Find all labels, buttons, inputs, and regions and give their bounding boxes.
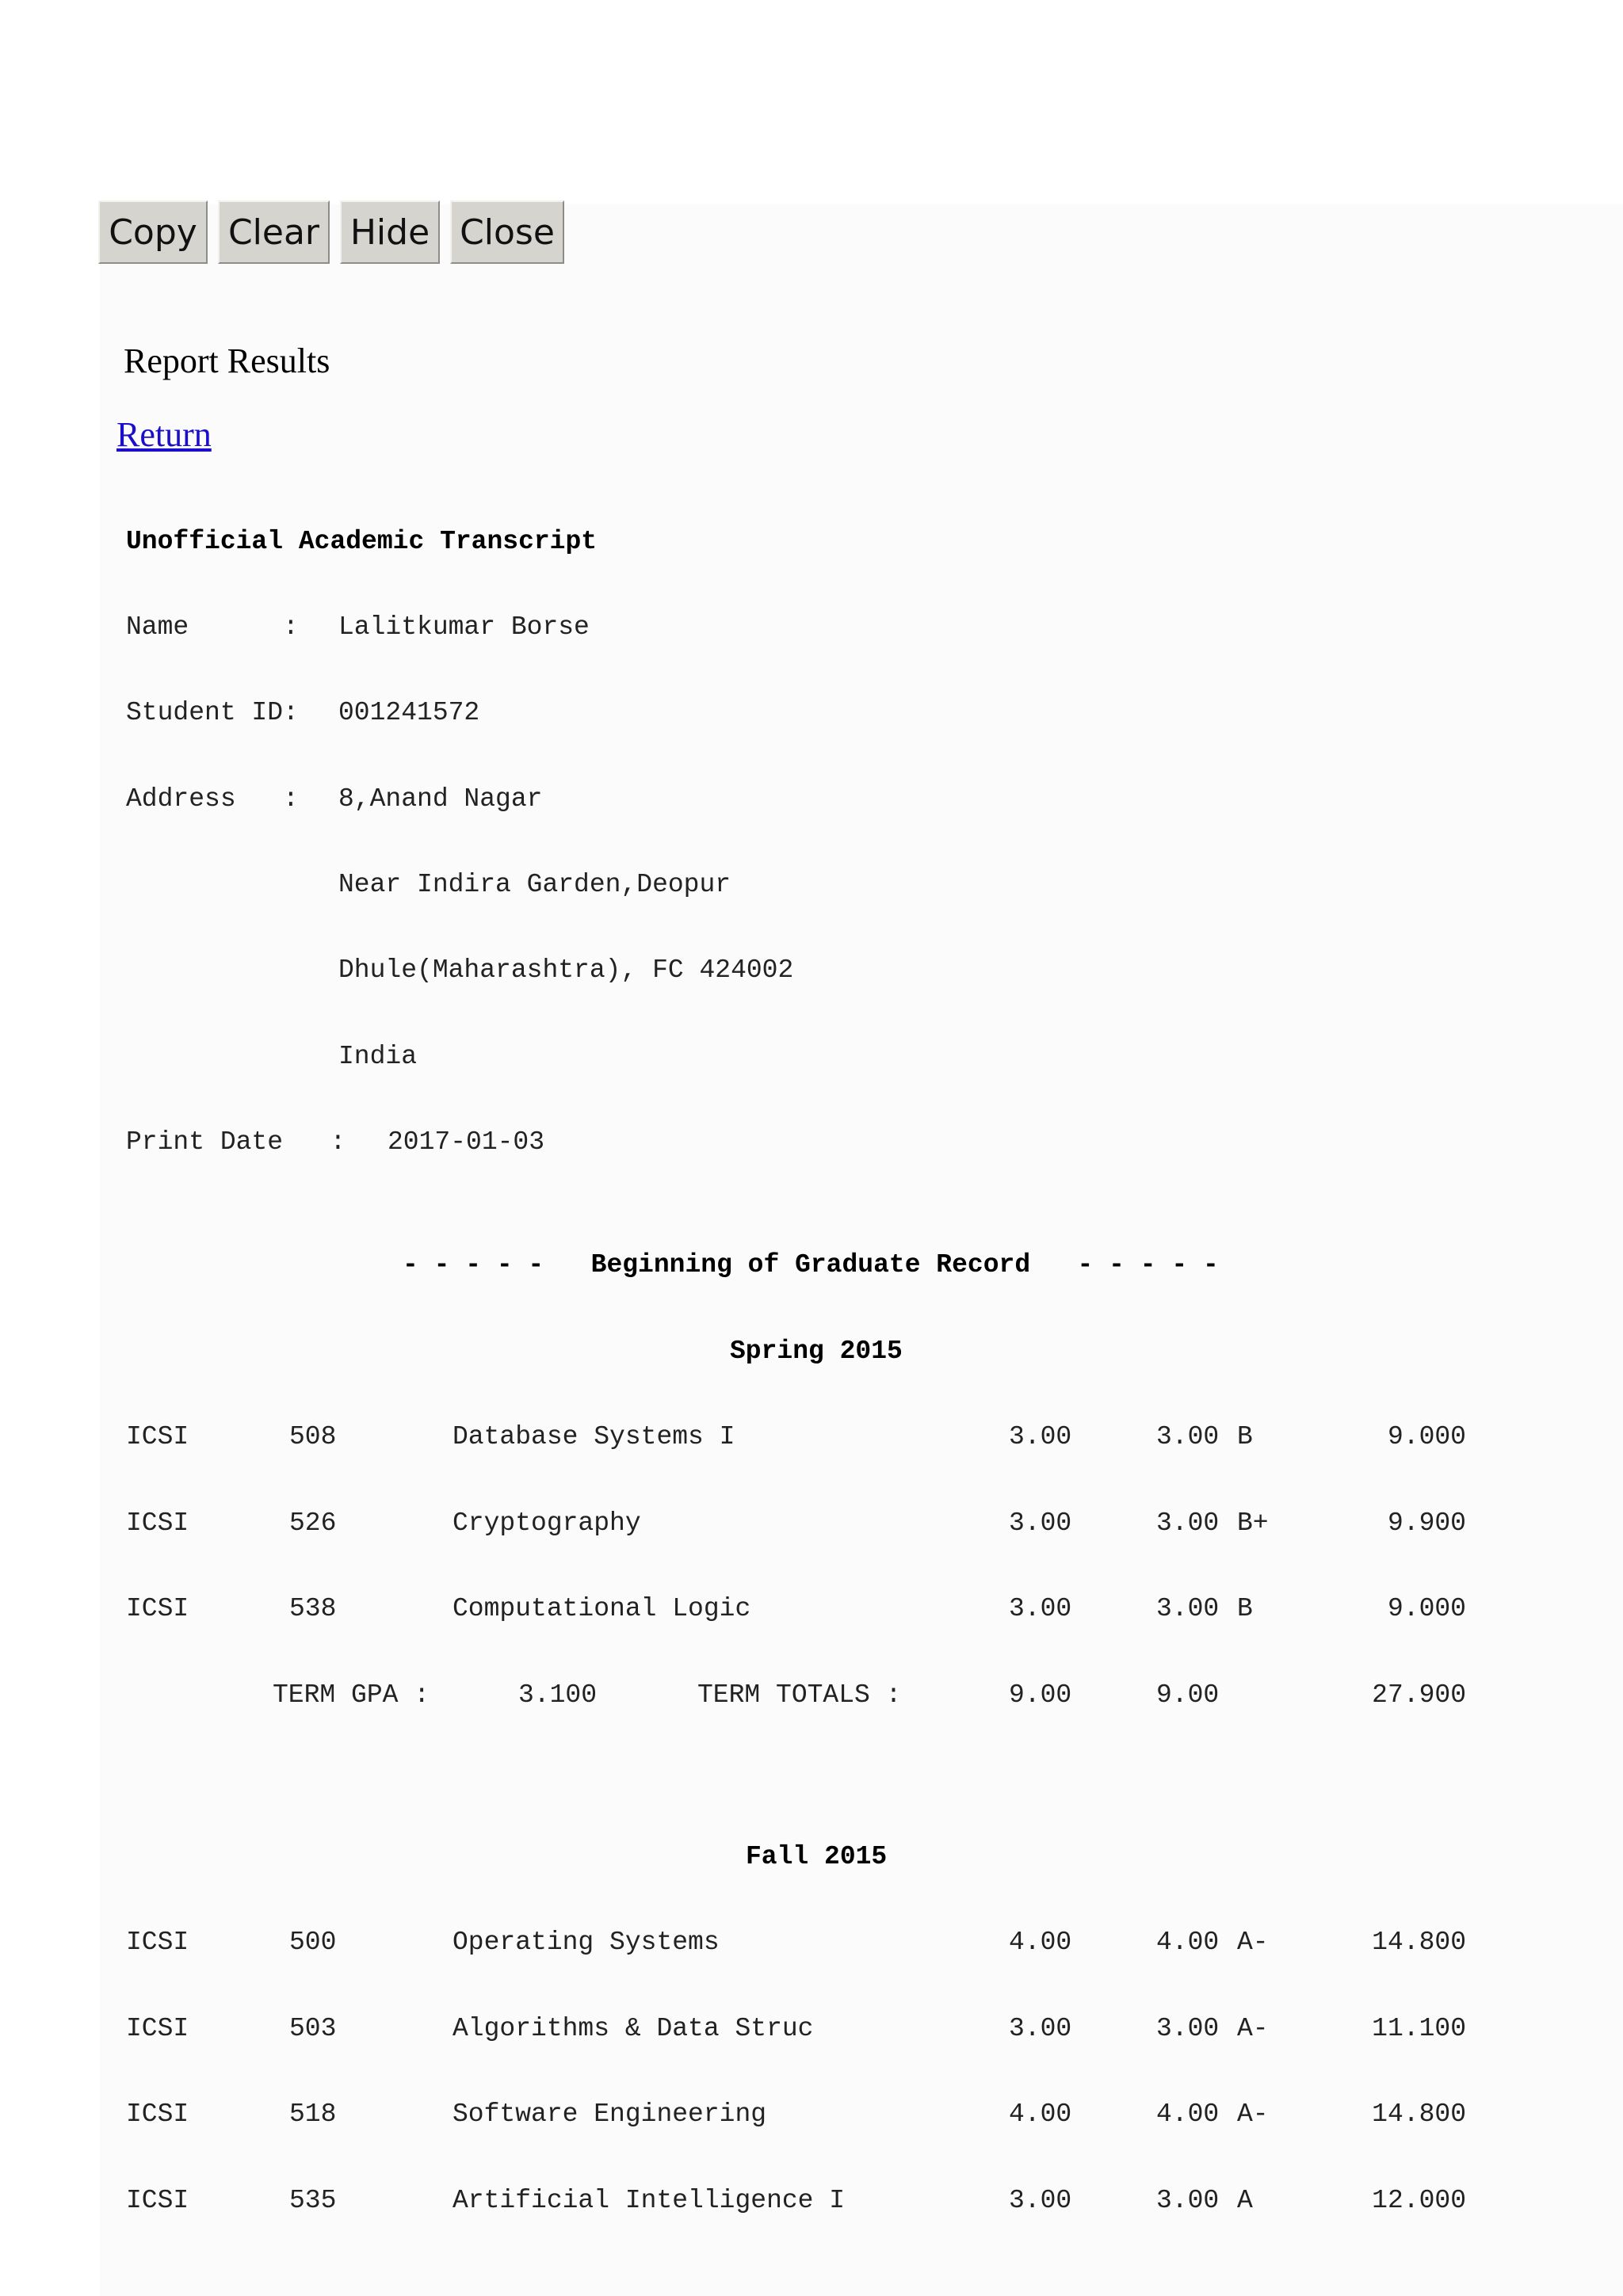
course-number: 500: [289, 1928, 337, 1957]
course-subject: ICSI: [126, 2014, 189, 2043]
course-grade: A-: [1237, 2100, 1269, 2129]
course-number: 518: [289, 2100, 337, 2129]
close-button[interactable]: Close: [450, 200, 564, 264]
copy-button[interactable]: Copy: [98, 200, 208, 264]
term-heading: Spring 2015: [730, 1337, 903, 1366]
print-date-label: Print Date :: [126, 1127, 346, 1157]
course-grade: B: [1237, 1594, 1253, 1623]
course-title: Operating Systems: [453, 1928, 720, 1957]
course-grade: B: [1237, 1422, 1253, 1451]
hide-button[interactable]: Hide: [340, 200, 440, 264]
course-subject: ICSI: [126, 1508, 189, 1538]
course-attempted: 3.00: [1009, 1422, 1072, 1451]
course-points: 14.800: [1372, 2100, 1466, 2129]
course-number: 508: [289, 1422, 337, 1451]
course-number: 535: [289, 2186, 337, 2215]
address-line: Near Indira Garden,Deopur: [338, 870, 731, 899]
address-line: Dhule(Maharashtra), FC 424002: [338, 955, 794, 985]
course-points: 9.000: [1387, 1422, 1466, 1451]
course-attempted: 4.00: [1009, 1928, 1072, 1957]
course-earned: 3.00: [1156, 1508, 1220, 1538]
course-title: Computational Logic: [453, 1594, 751, 1623]
term-gpa-value: 3.100: [518, 1680, 598, 1710]
course-earned: 4.00: [1156, 1928, 1220, 1957]
term-totals-label: TERM TOTALS :: [697, 1680, 902, 1710]
course-points: 12.000: [1372, 2186, 1466, 2215]
transcript-heading: Unofficial Academic Transcript: [126, 527, 598, 556]
page-title: Report Results: [124, 341, 330, 380]
course-number: 538: [289, 1594, 337, 1623]
clear-button[interactable]: Clear: [218, 200, 330, 264]
course-subject: ICSI: [126, 1422, 189, 1451]
course-attempted: 4.00: [1009, 2100, 1072, 2129]
record-banner: - - - - - Beginning of Graduate Record - - - - -: [403, 1250, 1219, 1280]
course-subject: ICSI: [126, 2100, 189, 2129]
address-line: 8,Anand Nagar: [338, 784, 543, 814]
course-title: Database Systems I: [453, 1422, 735, 1451]
term-gpa-label: TERM GPA :: [273, 1680, 430, 1710]
name-value: Lalitkumar Borse: [338, 612, 590, 642]
course-number: 503: [289, 2014, 337, 2043]
course-grade: A-: [1237, 2014, 1269, 2043]
course-grade: A: [1237, 2186, 1253, 2215]
name-label: Name :: [126, 612, 299, 642]
course-points: 9.900: [1387, 1508, 1466, 1538]
address-label: Address :: [126, 784, 299, 814]
course-grade: B+: [1237, 1508, 1269, 1538]
print-date-value: 2017-01-03: [388, 1127, 545, 1157]
course-earned: 3.00: [1156, 2014, 1220, 2043]
course-points: 14.800: [1372, 1928, 1466, 1957]
course-points: 11.100: [1372, 2014, 1466, 2043]
course-subject: ICSI: [126, 2186, 189, 2215]
course-title: Software Engineering: [453, 2100, 767, 2129]
term-totals-points: 27.900: [1372, 1680, 1466, 1710]
course-number: 526: [289, 1508, 337, 1538]
course-attempted: 3.00: [1009, 1594, 1072, 1623]
return-link[interactable]: Return: [116, 415, 212, 454]
course-subject: ICSI: [126, 1594, 189, 1623]
course-attempted: 3.00: [1009, 1508, 1072, 1538]
course-title: Artificial Intelligence I: [453, 2186, 846, 2215]
course-grade: A-: [1237, 1928, 1269, 1957]
course-points: 9.000: [1387, 1594, 1466, 1623]
course-earned: 3.00: [1156, 1594, 1220, 1623]
term-totals-attempted: 9.00: [1009, 1680, 1072, 1710]
course-title: Cryptography: [453, 1508, 641, 1538]
course-earned: 3.00: [1156, 2186, 1220, 2215]
term-heading: Fall 2015: [746, 1842, 888, 1871]
course-attempted: 3.00: [1009, 2014, 1072, 2043]
address-line: India: [338, 1042, 418, 1071]
course-earned: 3.00: [1156, 1422, 1220, 1451]
course-title: Algorithms & Data Struc: [453, 2014, 814, 2043]
course-earned: 4.00: [1156, 2100, 1220, 2129]
student-id-label: Student ID:: [126, 698, 299, 727]
term-totals-earned: 9.00: [1156, 1680, 1220, 1710]
student-id-value: 001241572: [338, 698, 480, 727]
course-subject: ICSI: [126, 1928, 189, 1957]
course-attempted: 3.00: [1009, 2186, 1072, 2215]
